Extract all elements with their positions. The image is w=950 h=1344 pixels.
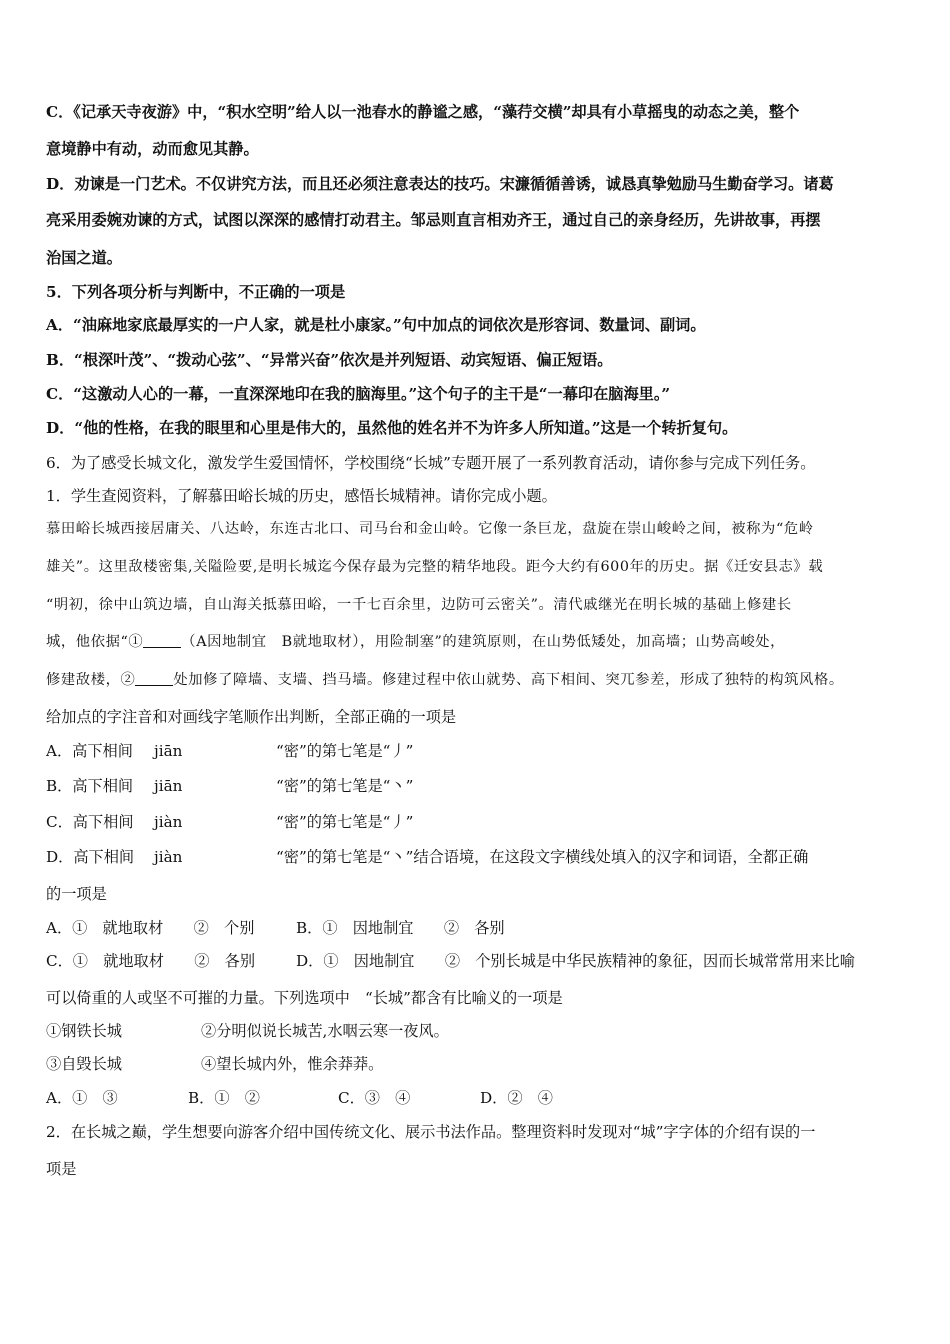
q5-option-a: A．“油麻地家底最厚实的一户人家，就是杜小康家。”句中加点的词依次是形容词、数量词、副词。 bbox=[46, 316, 706, 334]
sub-q2-option-c: C．① 就地取材 ② 各别 bbox=[46, 952, 256, 970]
sub-q2-options-row2 bbox=[46, 951, 855, 971]
sub-q3-option-a: A．① ③ bbox=[46, 1089, 118, 1107]
sub-q3-options bbox=[46, 1088, 553, 1108]
sub-q3-option-d: D．② ④ bbox=[480, 1089, 553, 1107]
passage-line-4-end: （A因地制宜 B就地取材），用险制塞”的建筑原则，在山势低矮处，加高墙；山势高峻处， bbox=[181, 634, 786, 650]
q4-option-d-line3: 治国之道。 bbox=[46, 249, 122, 267]
passage-line-4 bbox=[46, 632, 785, 652]
q4-option-c-line2: 意境静中有动，动而愈见其静。 bbox=[46, 140, 259, 158]
sub-q1-option-a: A．高下相间 jiān “密”的第七笔是“丿” bbox=[46, 742, 414, 760]
sub-q2-option-a: A．① 就地取材 ② 个别 bbox=[46, 919, 255, 937]
sub-q3-items-row1: ①钢铁长城 ②分明似说长城苦,水咽云寒一夜风。 bbox=[46, 1022, 449, 1040]
q6-sub1-stem: 1．学生查阅资料，了解慕田峪长城的历史，感悟长城精神。请你完成小题。 bbox=[46, 487, 557, 505]
q4-option-c-line1: C．《记承天寺夜游》中，“积水空明”给人以一池春水的静谧之感，“藻荇交横”却具有小草摇曳的动态之美，整个 bbox=[46, 103, 800, 121]
passage-line-3: “明初，徐中山筑边墙，自山海关抵慕田峪，一千七百余里，边防可云密关”。清代戚继光在明长城的基础上修建长 bbox=[46, 597, 792, 613]
passage-line-4-start: 城，他依据“① bbox=[46, 634, 144, 650]
sub-q1-option-d: D．高下相间 jiàn “密”的第七笔是“丶”结合语境，在这段文字横线处填入的汉字和词语，全都正确 bbox=[46, 848, 809, 866]
q5-option-d: D．“他的性格，在我的眼里和心里是伟大的，虽然他的姓名并不为许多人所知道。”这是一个转折复句。 bbox=[46, 419, 738, 437]
q4-option-d-line1: D．劝谏是一门艺术。不仅讲究方法，而且还必须注意表达的技巧。宋濂循循善诱，诚恳真挚勉励马生勤奋学习。诸葛 bbox=[46, 175, 834, 193]
sub2-stem-line1: 2．在长城之巅，学生想要向游客介绍中国传统文化、展示书法作品。整理资料时发现对“城”字字体的介绍有误的一 bbox=[46, 1123, 816, 1141]
sub-q3-items-row2: ③自毁长城 ④望长城内外，惟余莽莽。 bbox=[46, 1055, 384, 1073]
sub-q2-stem-start: 结合语境，在这段文字横线处填入的汉字和词语，全都正确 bbox=[413, 848, 809, 866]
passage-line-5-start: 修建敌楼，② bbox=[46, 672, 136, 688]
passage-line-2: 雄关”。这里敌楼密集,关隘险要,是明长城迄今保存最为完整的精华地段。距今大约有600年的历史。据《迁安县志》载 bbox=[46, 559, 824, 575]
q6-intro: 6．为了感受长城文化，激发学生爱国情怀，学校围绕“长城”专题开展了一系列教育活动，请你参与完成下列任务。 bbox=[46, 454, 816, 472]
q4-option-d-line2: 亮采用委婉劝谏的方式，试图以深深的感情打动君主。邹忌则直言相劝齐王，通过自己的亲身经历，先讲故事，再摆 bbox=[46, 211, 821, 229]
q5-stem: 5．下列各项分析与判断中，不正确的一项是 bbox=[46, 283, 346, 301]
passage-line-1: 慕田峪长城西接居庸关、八达岭，东连古北口、司马台和金山岭。它像一条巨龙，盘旋在崇山峻岭之间，被称为“危岭 bbox=[46, 521, 814, 537]
sub-q2-option-d: D．① 因地制宜 ② 个别长城是中华民族精神的象征，因而长城常常用来比喻 bbox=[296, 952, 855, 970]
fill-blank-2 bbox=[135, 671, 173, 686]
sub-q2-options-row1 bbox=[46, 918, 505, 938]
sub-q1-option-b: B．高下相间 jiān “密”的第七笔是“丶” bbox=[46, 777, 414, 795]
sub-q3-option-b: B．① ② bbox=[188, 1089, 260, 1107]
passage-line-5 bbox=[46, 670, 844, 690]
sub2-stem-line2: 项是 bbox=[46, 1160, 77, 1178]
q5-option-b: B．“根深叶茂”、“拨动心弦”、“异常兴奋”依次是并列短语、动宾短语、偏正短语。 bbox=[46, 351, 613, 369]
sub-q3-stem: 可以倚重的人或坚不可摧的力量。下列选项中 “长城”都含有比喻义的一项是 bbox=[46, 989, 563, 1007]
sub-q3-option-c: C．③ ④ bbox=[338, 1089, 411, 1107]
sub-q1-option-c: C．高下相间 jiàn “密”的第七笔是“丿” bbox=[46, 813, 414, 831]
passage-line-5-end: 处加修了障墙、支墙、挡马墙。修建过程中依山就势、高下相间、突兀参差，形成了独特的构筑风格。 bbox=[173, 672, 844, 688]
sub-q1-stem: 给加点的字注音和对画线字笔顺作出判断，全部正确的一项是 bbox=[46, 708, 457, 726]
sub-q2-option-b: B．① 因地制宜 ② 各别 bbox=[296, 919, 505, 937]
q5-option-c: C．“这激动人心的一幕，一直深深地印在我的脑海里。”这个句子的主干是“一幕印在脑海里。” bbox=[46, 385, 671, 403]
fill-blank-1 bbox=[143, 633, 181, 648]
sub-q2-stem-end: 的一项是 bbox=[46, 885, 107, 903]
